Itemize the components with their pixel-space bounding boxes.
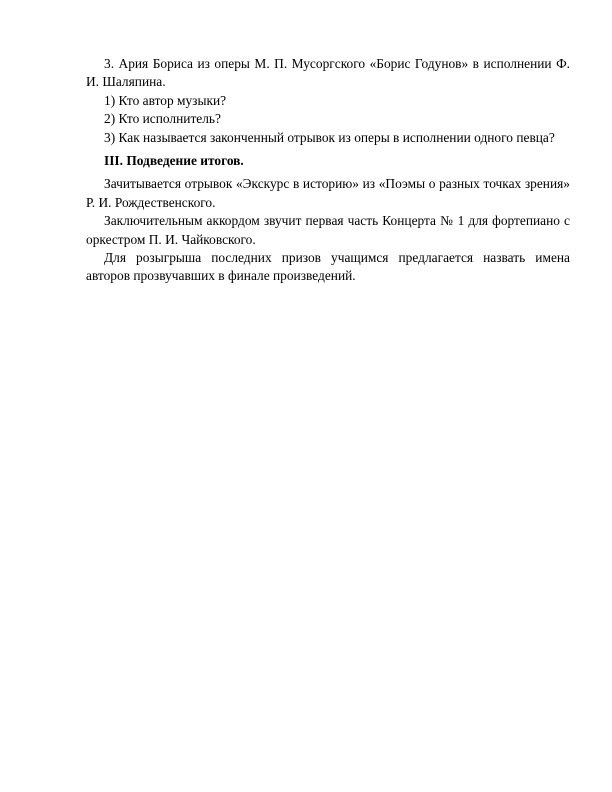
closing-paragraph-2: Заключительным аккордом звучит первая часть Концерта № 1 для фортепиано с оркестром П. И. Чайковского.: [86, 213, 570, 247]
document-body: [86, 55, 570, 286]
question-2: 2) Кто исполнитель?: [104, 111, 221, 127]
question-1: 1) Кто автор музыки?: [104, 92, 227, 108]
section-heading: III. Подведение итогов.: [104, 153, 244, 169]
question-3: 3) Как называется законченный отрывок из оперы в исполнении одного певца?: [104, 129, 555, 145]
closing-paragraph-1: Зачитывается отрывок «Экскурс в историю» из «Поэмы о разных точках зрения» Р. И. Рождественского.: [86, 176, 570, 210]
closing-paragraph-3: Для розыгрыша последних призов учащимся предлагается назвать имена авторов прозвучавших в финале произведений.: [86, 250, 570, 284]
question-item-3: 3. Ария Бориса из оперы М. П. Мусоргского «Борис Годунов» в исполнении Ф. И. Шаляпина.: [86, 56, 570, 90]
